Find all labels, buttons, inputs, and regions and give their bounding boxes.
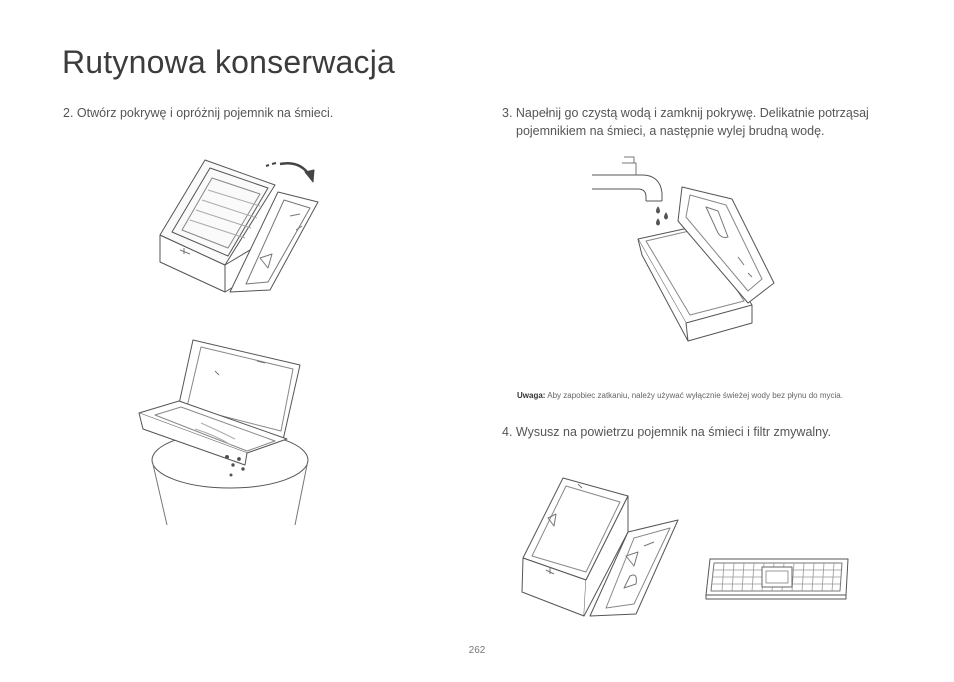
page-number: 262 [468,645,486,656]
step-2-instruction: 2. Otwórz pokrywę i opróżnij pojemnik na śmieci. [63,106,334,120]
open-lid-illustration [150,150,340,300]
note-text: Aby zapobiec zatkaniu, należy używać wyłącznie świeżej wody bez płynu do mycia. [545,391,843,400]
step-3-line-1: 3. Napełnij go czystą wodą i zamknij pokrywę. Delikatnie potrząsaj [502,106,869,120]
rinse-bin-illustration [590,155,790,365]
step-3-line-2: pojemnikiem na śmieci, a następnie wylej brudną wodę. [516,124,825,138]
note-label: Uwaga: [517,391,546,400]
step-3-instruction [502,104,902,140]
washable-filter-illustration [702,555,852,601]
step-4-instruction: 4. Wysusz na powietrzu pojemnik na śmieci i filtr zmywalny. [502,425,831,439]
page-title: Rutynowa konserwacja [62,44,396,80]
dry-bin-illustration [518,470,688,620]
note [517,391,917,400]
empty-bin-illustration [135,335,325,530]
